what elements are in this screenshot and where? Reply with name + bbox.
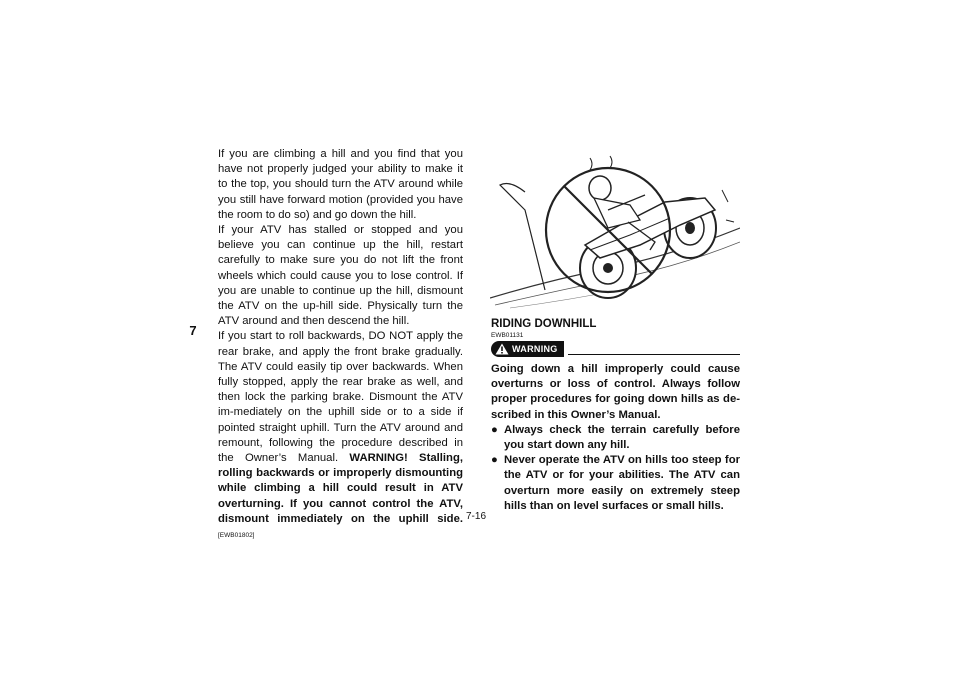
atv-uphill-prohibited-illustration: [490, 150, 740, 310]
paragraph-rolling-backwards: [218, 329, 463, 543]
warning-label: WARNING: [512, 344, 558, 354]
inline-warning-text: WARNING! Stalling, rolling backwards or improperly dismounting while climbing a hill could result in ATV overturning. If you cannot control the ATV, dismount immediately on the uphill side.: [218, 452, 463, 525]
warning-triangle-icon: [495, 343, 509, 355]
bullet-text: Never operate the ATV on hills too steep for the ATV or for your abilities. The ATV can overturn more easily on extremely steep hills than on level surfaces or small hills.: [504, 454, 740, 512]
warning-badge: [491, 341, 564, 357]
bullet-text: Always check the terrain carefully before you start down any hill.: [504, 423, 740, 452]
page-number: 7-16: [466, 511, 487, 522]
section-heading: RIDING DOWNHILL: [491, 318, 597, 330]
right-column: [491, 318, 740, 514]
paragraph-turn-around: If you are climbing a hill and you find that you have not properly judged your ability to make it to the top, you should turn the ATV around while you still have forward motion (provided you have the room to do so) and go down the hill.: [218, 148, 463, 221]
warning-text: Going down a hill improperly could cause overturns or loss of control. Always follow proper procedures for going down hills as de-scribed in this Owner’s Manual.: [491, 363, 740, 421]
paragraph-stalled: If your ATV has stalled or stopped and you believe you can continue up the hill, restart carefully to make sure you do not lift the front wheels which could cause you to lose control. If you are unable to continue up the hill, dismount the ATV on the up-hill side. Physically turn the ATV around and then descend the hill.: [218, 224, 463, 328]
warning-code: [EWB01802]: [218, 532, 255, 540]
left-column: [218, 147, 463, 543]
list-item: [491, 423, 740, 453]
warning-rule: [568, 354, 740, 355]
warning-bullets: [491, 423, 740, 514]
bullet-icon: ●: [491, 454, 498, 467]
rolling-backwards-text: If you start to roll backwards, DO NOT apply the rear brake, and apply the front brake gradually. The ATV could easily tip over backwards. When fully stopped, apply the rear brake as well, and then lock the parking brake. Dismount the ATV im-mediately on the uphill side or to a side if pointed straight uphill. Turn the ATV around and remount, following the procedure described in the Owner’s Manual.: [218, 330, 463, 465]
list-item: [491, 453, 740, 514]
warning-header: [491, 341, 740, 357]
chapter-tab: 7: [189, 323, 197, 338]
bullet-icon: ●: [491, 423, 498, 436]
section-code: EWB01131: [491, 332, 524, 339]
